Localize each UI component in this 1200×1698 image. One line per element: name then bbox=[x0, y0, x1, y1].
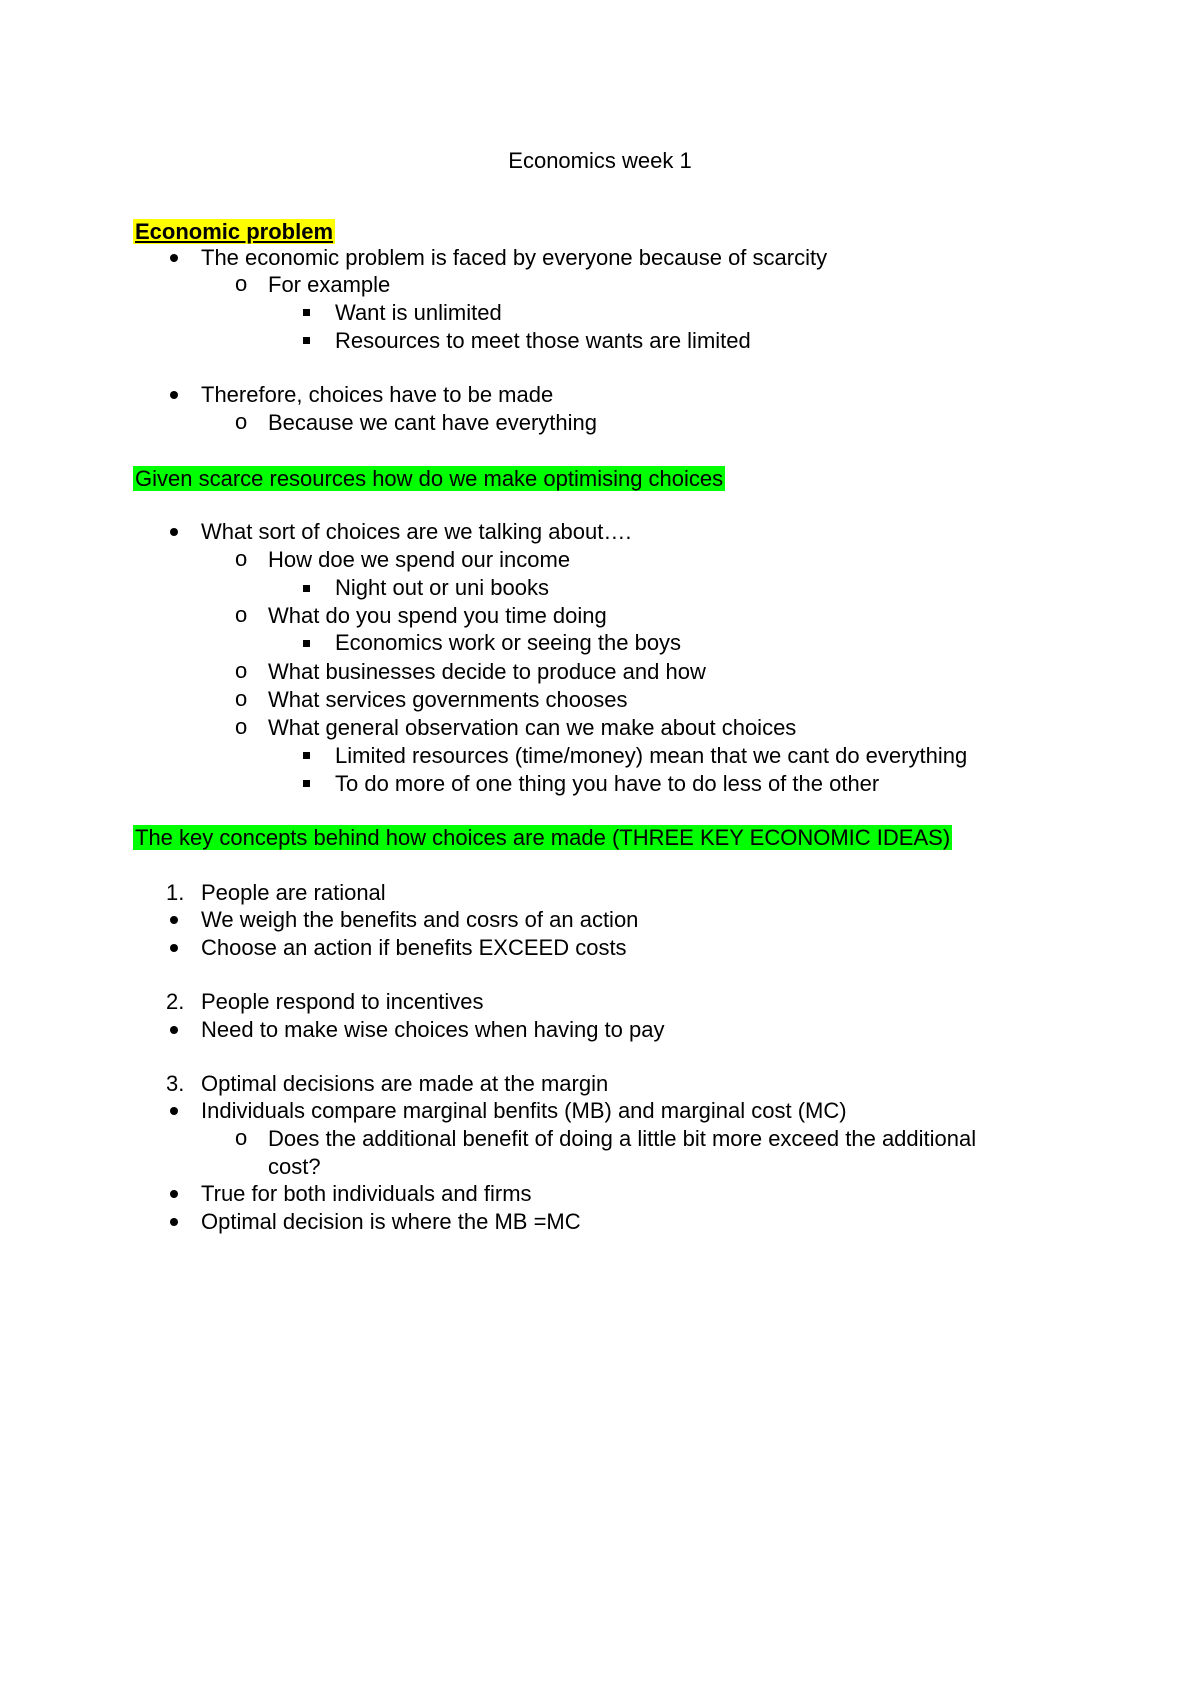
bullet-marker bbox=[170, 1218, 178, 1226]
list-item: Want is unlimited bbox=[335, 300, 502, 325]
square-marker bbox=[303, 752, 310, 759]
list-item: What do you spend you time doing bbox=[268, 603, 607, 628]
list-item: To do more of one thing you have to do less of the other bbox=[335, 771, 880, 796]
list-item: Choose an action if benefits EXCEED costs bbox=[201, 935, 627, 960]
circle-marker: o bbox=[235, 546, 248, 571]
list-item: Optimal decisions are made at the margin bbox=[201, 1071, 609, 1096]
circle-marker: o bbox=[235, 658, 248, 683]
square-marker bbox=[303, 640, 310, 647]
section-heading-optimising-choices bbox=[133, 465, 725, 493]
list-item: Limited resources (time/money) mean that we cant do everything bbox=[335, 743, 968, 768]
list-item: Therefore, choices have to be made bbox=[201, 382, 554, 407]
list-item: The economic problem is faced by everyone because of scarcity bbox=[201, 245, 828, 270]
bullet-marker bbox=[170, 1026, 178, 1034]
list-item: What businesses decide to produce and how bbox=[268, 659, 706, 684]
square-marker bbox=[303, 585, 310, 592]
bullet-marker bbox=[170, 254, 178, 262]
circle-marker: o bbox=[235, 1125, 248, 1150]
list-item: What services governments chooses bbox=[268, 687, 628, 712]
heading-text: The key concepts behind how choices are made (THREE KEY ECONOMIC IDEAS) bbox=[135, 825, 951, 850]
list-item-continuation: cost? bbox=[268, 1154, 321, 1179]
list-item: What sort of choices are we talking about…. bbox=[201, 519, 632, 544]
square-marker bbox=[303, 780, 310, 787]
list-number: 3. bbox=[166, 1071, 185, 1096]
list-item: Does the additional benefit of doing a little bit more exceed the additional bbox=[268, 1126, 977, 1151]
list-item: Night out or uni books bbox=[335, 575, 550, 600]
circle-marker: o bbox=[235, 602, 248, 627]
list-item: For example bbox=[268, 272, 391, 297]
circle-marker: o bbox=[235, 271, 248, 296]
list-item: Individuals compare marginal benfits (MB) and marginal cost (MC) bbox=[201, 1098, 847, 1123]
list-item: True for both individuals and firms bbox=[201, 1181, 532, 1206]
bullet-marker bbox=[170, 528, 178, 536]
section-heading-economic-problem bbox=[133, 218, 335, 246]
list-item: Economics work or seeing the boys bbox=[335, 630, 682, 655]
list-item: People are rational bbox=[201, 880, 386, 905]
list-item: Resources to meet those wants are limited bbox=[335, 328, 751, 353]
list-number: 2. bbox=[166, 989, 185, 1014]
list-item: People respond to incentives bbox=[201, 989, 484, 1014]
circle-marker: o bbox=[235, 409, 248, 434]
list-item: Optimal decision is where the MB =MC bbox=[201, 1209, 581, 1234]
list-item: We weigh the benefits and cosrs of an action bbox=[201, 907, 639, 932]
page-title: Economics week 1 bbox=[508, 148, 692, 173]
heading-text: Economic problem bbox=[135, 219, 334, 244]
square-marker bbox=[303, 309, 310, 316]
list-item: What general observation can we make about choices bbox=[268, 715, 797, 740]
list-item: Because we cant have everything bbox=[268, 410, 597, 435]
bullet-marker bbox=[170, 944, 178, 952]
bullet-marker bbox=[170, 391, 178, 399]
list-number: 1. bbox=[166, 880, 185, 905]
circle-marker: o bbox=[235, 714, 248, 739]
section-heading-key-concepts bbox=[133, 824, 952, 852]
bullet-marker bbox=[170, 1107, 178, 1115]
bullet-marker bbox=[170, 1190, 178, 1198]
heading-text: Given scarce resources how do we make optimising choices bbox=[135, 466, 724, 491]
square-marker bbox=[303, 337, 310, 344]
circle-marker: o bbox=[235, 686, 248, 711]
list-item: Need to make wise choices when having to pay bbox=[201, 1017, 665, 1042]
bullet-marker bbox=[170, 916, 178, 924]
list-item: How doe we spend our income bbox=[268, 547, 571, 572]
